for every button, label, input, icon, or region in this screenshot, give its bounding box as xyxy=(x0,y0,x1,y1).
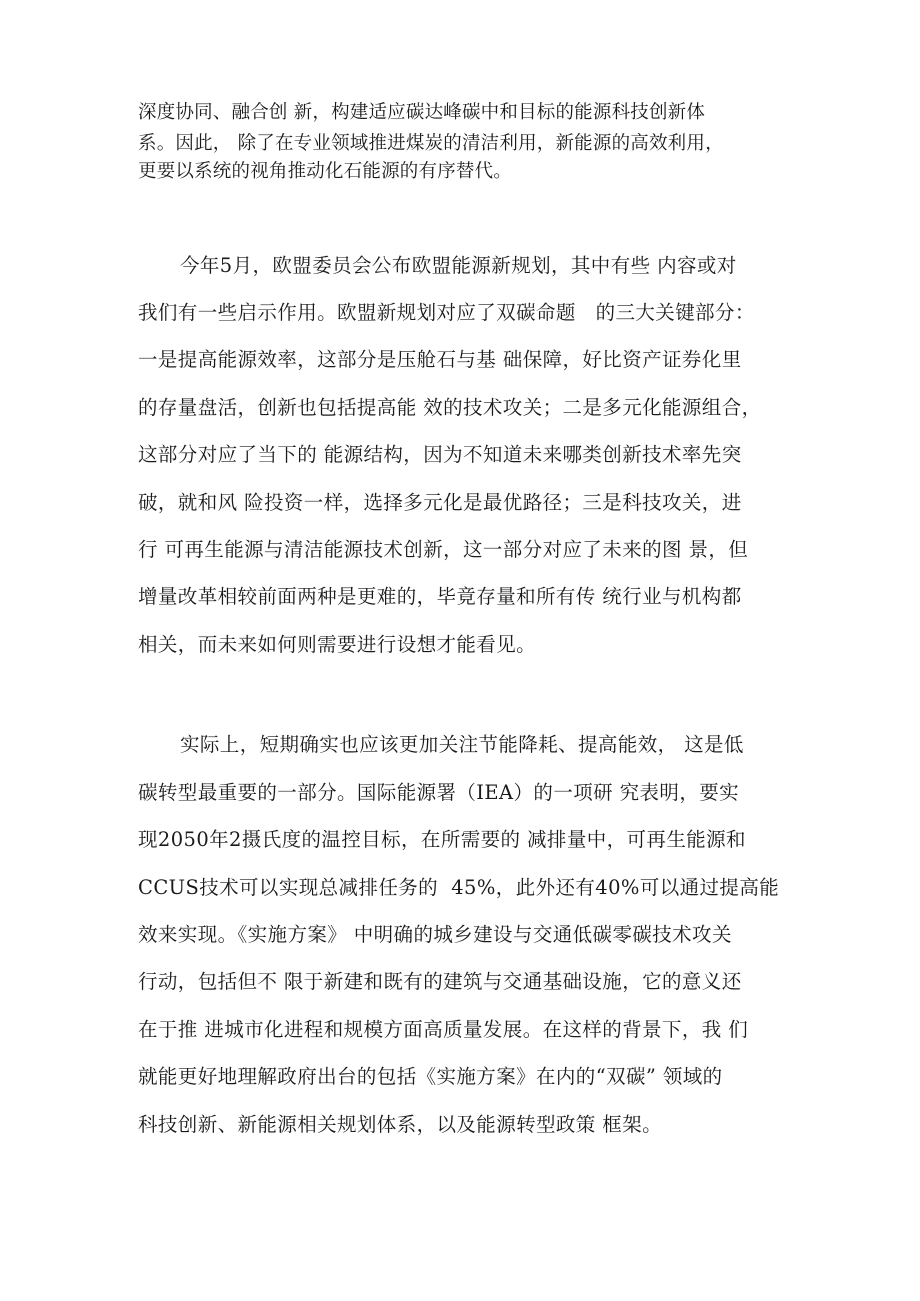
text-line: 实际上，短期确实也应该更加关注节能降耗、提高能效， 这是低 xyxy=(180,733,744,756)
text-line: 这部分对应了当下的 能源结构，因为不知道未来哪类创新技术率先突 xyxy=(138,443,742,466)
text-line: 行动，包括但不 限于新建和既有的建筑与交通基础设施，它的意义还 xyxy=(138,970,742,993)
text-line: 现2050年2摄氏度的温控目标，在所需要的 减排量中，可再生能源和 xyxy=(138,828,746,851)
text-line: 系。因此， 除了在专业领域推进煤炭的清洁利用，新能源的高效利用， xyxy=(138,133,724,154)
text-line: 行 可再生能源与清洁能源技术创新，这一部分对应了未来的图 景，但 xyxy=(138,538,749,561)
text-line: 就能更好地理解政府出台的包括《实施方案》在内的“双碳” 领域的 xyxy=(138,1065,723,1088)
text-line: 效来实现。《实施方案》 中明确的城乡建设与交通低碳零碳技术攻关 xyxy=(138,923,732,946)
text-line: 我们有一些启示作用。欧盟新规划对应了双碳命题 的三大关键部分： xyxy=(138,301,755,324)
text-line: 深度协同、融合创 新，构建适应碳达峰碳中和目标的能源科技创新体 xyxy=(138,102,706,123)
text-line: 的存量盘活，创新也包括提高能 效的技术攻关；二是多元化能源组合， xyxy=(138,396,762,419)
text-line: 增量改革相较前面两种是更难的，毕竟存量和所有传 统行业与机构都 xyxy=(138,585,742,608)
text-line: 科技创新、新能源相关规划体系，以及能源转型政策 框架。 xyxy=(138,1113,662,1136)
text-line: 今年5月，欧盟委员会公布欧盟能源新规划，其中有些 内容或对 xyxy=(180,254,737,277)
text-line: 破，就和风 险投资一样，选择多元化是最优路径；三是科技攻关，进 xyxy=(138,491,742,514)
text-line: CCUS技术可以实现总减排任务的 45%，此外还有40%可以通过提高能 xyxy=(138,876,780,899)
text-line: 在于推 进城市化进程和规模方面高质量发展。在这样的背景下，我 们 xyxy=(138,1018,749,1041)
text-line: 碳转型最重要的一部分。国际能源署（IEA）的一项研 究表明，要实 xyxy=(138,781,740,804)
text-line: 一是提高能源效率，这部分是压舱石与基 础保障，好比资产证券化里 xyxy=(138,348,742,371)
text-line: 更要以系统的视角推动化石能源的有序替代。 xyxy=(138,161,513,182)
text-line: 相关，而未来如何则需要进行设想才能看见。 xyxy=(138,633,537,656)
